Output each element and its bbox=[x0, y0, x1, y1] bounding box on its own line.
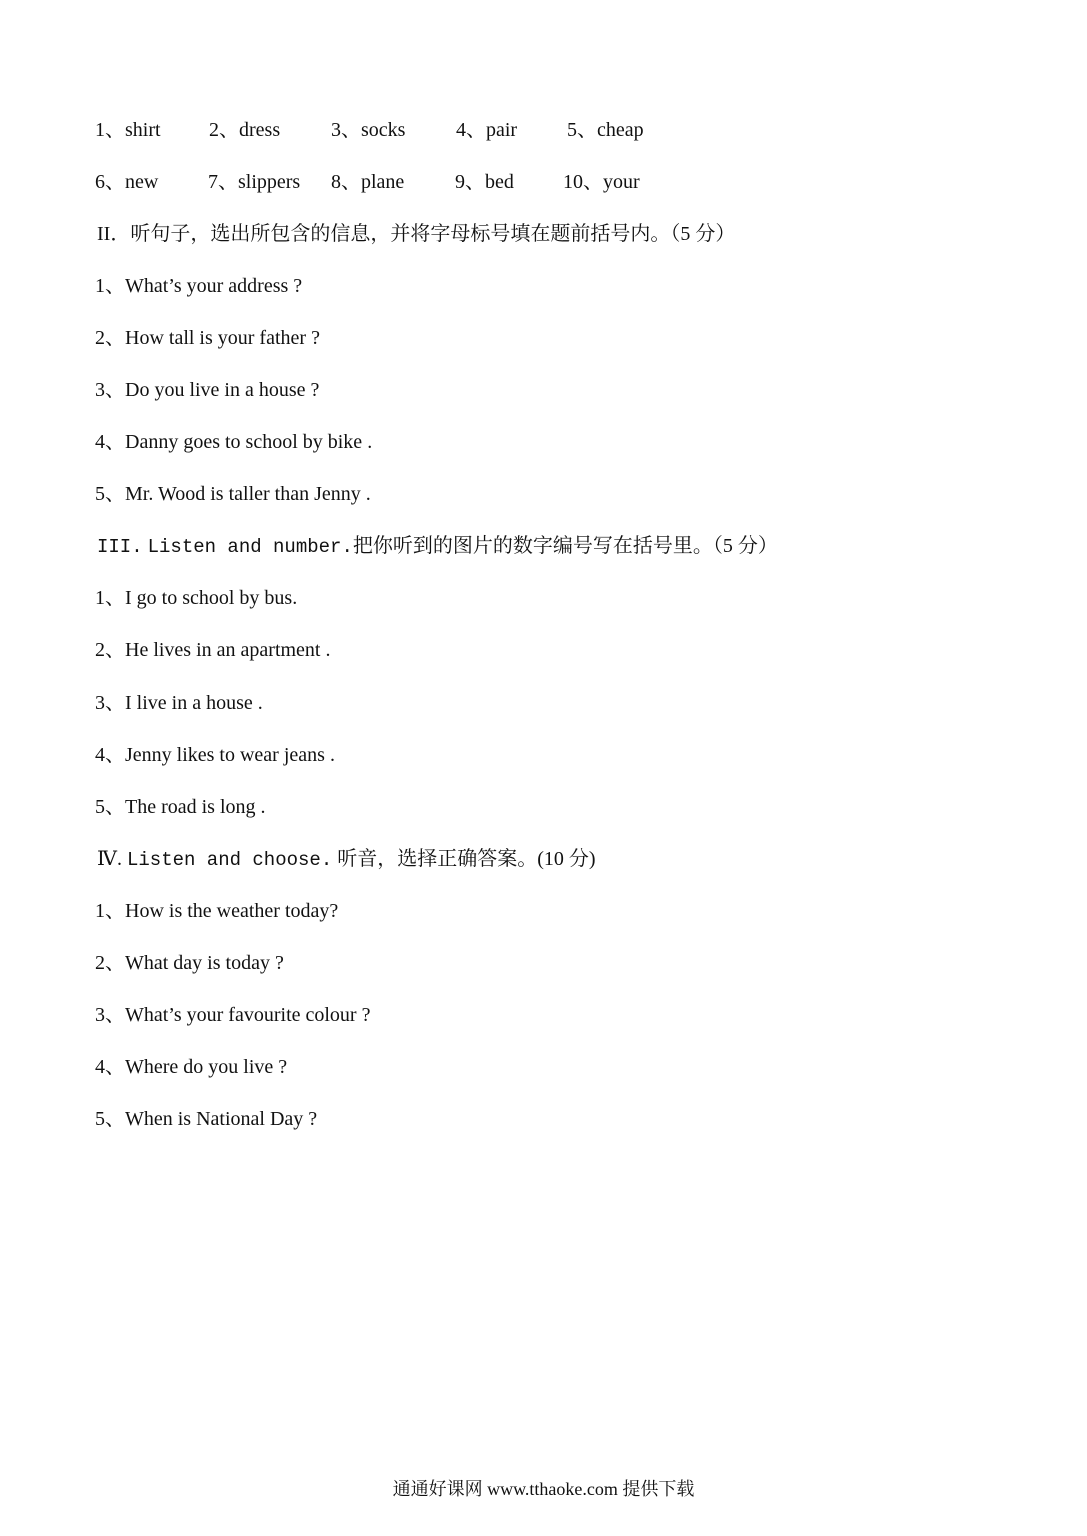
question-item: 1、I go to school by bus. bbox=[95, 587, 298, 609]
vocab-word: 9、bed bbox=[455, 171, 514, 193]
question-item: 2、What day is today ? bbox=[95, 952, 284, 974]
vocab-word: 1、shirt bbox=[95, 119, 161, 141]
vocab-word: 4、pair bbox=[456, 119, 518, 141]
vocab-word: 3、socks bbox=[331, 119, 406, 141]
vocab-word: 6、new bbox=[95, 171, 159, 193]
page-footer: 通通好课网 www.tthaoke.com 提供下载 bbox=[392, 1479, 695, 1499]
section-4-roman: Ⅳ. bbox=[97, 848, 122, 870]
question-item: 4、Danny goes to school by bike . bbox=[95, 431, 373, 453]
section-3-heading bbox=[97, 534, 778, 559]
question-item: 4、Where do you live ? bbox=[95, 1056, 288, 1078]
vocab-word: 10、your bbox=[563, 171, 640, 193]
question-item: 1、What’s your address ? bbox=[95, 275, 303, 297]
section-4-heading-cn: 听音，选择正确答案。(10 分) bbox=[337, 848, 596, 870]
question-item: 5、Mr. Wood is taller than Jenny . bbox=[95, 483, 371, 505]
question-item: 5、When is National Day ? bbox=[95, 1108, 318, 1130]
vocab-word: 8、plane bbox=[331, 171, 405, 193]
question-item: 3、I live in a house . bbox=[95, 692, 263, 714]
question-item: 3、Do you live in a house ? bbox=[95, 379, 320, 401]
question-item: 5、The road is long . bbox=[95, 796, 266, 818]
vocab-row-1 bbox=[0, 118, 1087, 142]
vocab-word: 2、dress bbox=[209, 119, 281, 141]
section-3-heading-en: Listen and number. bbox=[147, 536, 353, 558]
question-item: 1、How is the weather today? bbox=[95, 900, 339, 922]
section-4-heading bbox=[97, 847, 596, 872]
vocab-word: 7、slippers bbox=[208, 171, 301, 193]
section-3-heading-cn: 把你听到的图片的数字编号写在括号里。（5 分） bbox=[352, 535, 778, 557]
vocab-word: 5、cheap bbox=[567, 119, 644, 141]
vocab-row-2 bbox=[0, 170, 1087, 194]
section-2-heading: II．听句子，选出所包含的信息，并将字母标号填在题前括号内。（5 分） bbox=[97, 223, 736, 245]
question-item: 2、He lives in an apartment . bbox=[95, 639, 331, 661]
question-item: 2、How tall is your father ? bbox=[95, 327, 320, 349]
question-item: 3、What’s your favourite colour ? bbox=[95, 1004, 371, 1026]
section-4-heading-en: Listen and choose. bbox=[126, 849, 333, 871]
question-item: 4、Jenny likes to wear jeans . bbox=[95, 744, 335, 766]
section-3-roman: III. bbox=[97, 536, 143, 558]
